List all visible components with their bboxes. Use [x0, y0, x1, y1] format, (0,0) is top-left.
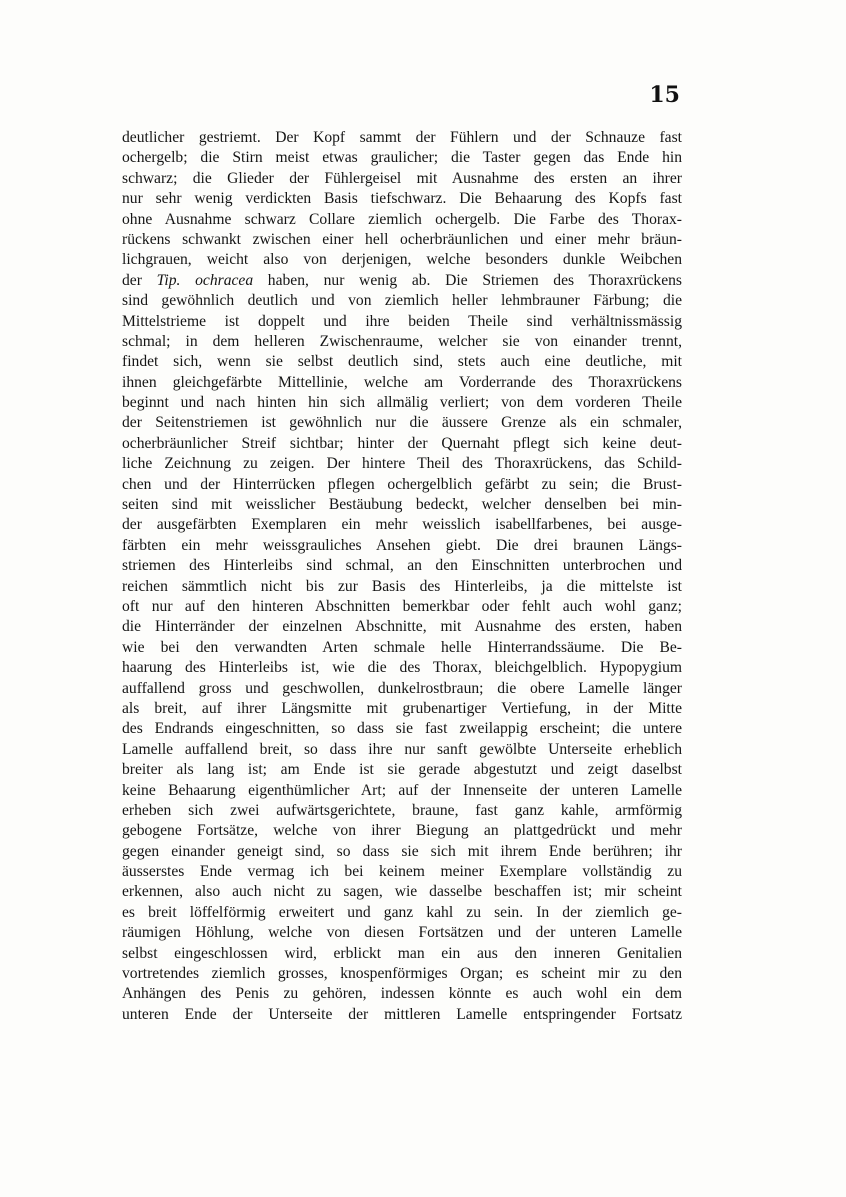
text-line: schwarz; die Glieder der Fühlergeisel mit Ausnahme des ersten an ihrer — [122, 169, 682, 187]
text-line: reichen sämmtlich nicht bis zur Basis des Hinterleibs, ja die mittelste ist — [122, 577, 682, 595]
text-line: schmal; in dem helleren Zwischenraume, welcher sie von einander trennt, — [122, 332, 682, 350]
text-line: sind gewöhnlich deutlich und von ziemlich heller lehmbrauner Färbung; die — [122, 292, 682, 310]
text-line: rückens schwankt zwischen einer hell ocherbräunlichen und einer mehr bräun- — [122, 230, 682, 248]
text-line: es breit löffelförmig erweitert und ganz kahl zu sein. In der ziemlich ge- — [122, 903, 682, 921]
text-line: des Endrands eingeschnitten, so dass sie fast zweilappig erscheint; die untere — [122, 720, 682, 738]
text-line: ihnen gleichgefärbte Mittellinie, welche am Vorderrande des Thoraxrückens — [122, 373, 682, 391]
text-line: erkennen, also auch nicht zu sagen, wie dasselbe beschaffen ist; mir scheint — [122, 883, 682, 901]
page-number: 15 — [649, 82, 680, 108]
text-line: vortretendes ziemlich grosses, knospenförmiges Organ; es scheint mir zu den — [122, 965, 682, 983]
text-line: Lamelle auffallend breit, so dass ihre nur sanft gewölbte Unterseite erheblich — [122, 740, 682, 758]
text-line: selbst eingeschlossen wird, erblickt man ein aus den inneren Genitalien — [122, 944, 682, 962]
text-line: keine Behaarung eigenthümlicher Art; auf der Innenseite der unteren Lamelle — [122, 781, 682, 799]
text-line: findet sich, wenn sie selbst deutlich sind, stets auch eine deutliche, mit — [122, 353, 682, 371]
text-line: ochergelb; die Stirn meist etwas graulicher; die Taster gegen das Ende hin — [122, 149, 682, 167]
text-line: auffallend gross und geschwollen, dunkelrostbraun; die obere Lamelle länger — [122, 679, 682, 697]
text-line: der Tip. ochracea haben, nur wenig ab. Die Striemen des Thoraxrückens — [122, 271, 682, 289]
text-line: erheben sich zwei aufwärtsgerichtete, braune, fast ganz kahle, armförmig — [122, 801, 682, 819]
text-line: lichgrauen, weicht also von derjenigen, welche besonders dunkle Weibchen — [122, 251, 682, 269]
text-line: ohne Ausnahme schwarz Collare ziemlich ochergelb. Die Farbe des Thorax- — [122, 210, 682, 228]
text-line: nur sehr wenig verdickten Basis tiefschwarz. Die Behaarung des Kopfs fast — [122, 190, 682, 208]
text-line: beginnt und nach hinten hin sich allmälig verliert; von dem vorderen Theile — [122, 394, 682, 412]
text-line: ocherbräunlicher Streif sichtbar; hinter der Quernaht pflegt sich keine deut- — [122, 434, 682, 452]
text-line: gebogene Fortsätze, welche von ihrer Biegung an plattgedrückt und mehr — [122, 822, 682, 840]
text-line: Mittelstrieme ist doppelt und ihre beiden Theile sind verhältnissmässig — [122, 312, 682, 330]
text-line: Anhängen des Penis zu gehören, indessen könnte es auch wohl ein dem — [122, 985, 682, 1003]
text-line: haarung des Hinterleibs ist, wie die des Thorax, bleichgelblich. Hypopygium — [122, 659, 682, 677]
text-line: der ausgefärbten Exemplaren ein mehr weisslich isabellfarbenes, bei ausge- — [122, 516, 682, 534]
text-line: äusserstes Ende vermag ich bei keinem meiner Exemplare vollständig zu — [122, 863, 682, 881]
text-line: oft nur auf den hinteren Abschnitten bemerkbar oder fehlt auch wohl ganz; — [122, 597, 682, 615]
species-name: Tip. ochracea — [156, 271, 254, 289]
text-line: färbten ein mehr weissgrauliches Ansehen giebt. Die drei braunen Längs- — [122, 536, 682, 554]
text-line: als breit, auf ihrer Längsmitte mit grubenartiger Vertiefung, in der Mitte — [122, 699, 682, 717]
body-text — [122, 128, 682, 1025]
text-line: gegen einander geneigt sind, so dass sie sich mit ihrem Ende berühren; ihr — [122, 842, 682, 860]
text-line: unteren Ende der Unterseite der mittleren Lamelle entspringender Fortsatz — [122, 1005, 682, 1023]
text-line: räumigen Höhlung, welche von diesen Fortsätzen und der unteren Lamelle — [122, 924, 682, 942]
text-line: liche Zeichnung zu zeigen. Der hintere Theil des Thoraxrückens, das Schild- — [122, 455, 682, 473]
text-line: striemen des Hinterleibs sind schmal, an den Einschnitten unterbrochen und — [122, 557, 682, 575]
text-line: wie bei den verwandten Arten schmale helle Hinterrandssäume. Die Be- — [122, 638, 682, 656]
text-line: der Seitenstriemen ist gewöhnlich nur die äussere Grenze als ein schmaler, — [122, 414, 682, 432]
text-line: chen und der Hinterrücken pflegen ochergelblich gefärbt zu sein; die Brust- — [122, 475, 682, 493]
text-line: die Hinterränder der einzelnen Abschnitte, mit Ausnahme des ersten, haben — [122, 618, 682, 636]
text-line: deutlicher gestriemt. Der Kopf sammt der Fühlern und der Schnauze fast — [122, 129, 682, 146]
text-line: seiten sind mit weisslicher Bestäubung bedeckt, welcher denselben bei min- — [122, 496, 682, 514]
text-line: breiter als lang ist; am Ende ist sie gerade abgestutzt und zeigt daselbst — [122, 761, 682, 779]
